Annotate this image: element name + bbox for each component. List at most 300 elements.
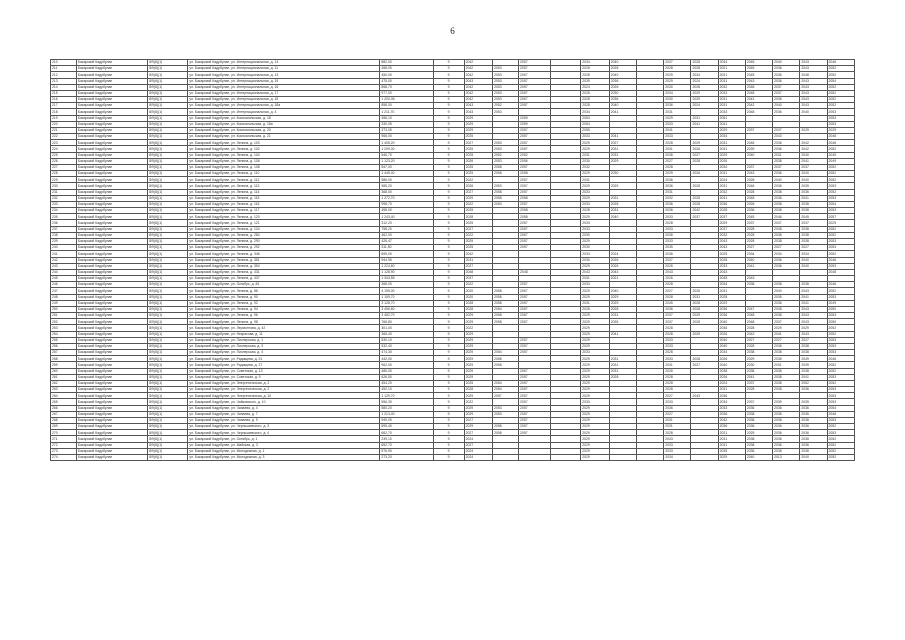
table-cell: 2056 [519,158,551,164]
table-cell: Бакарский Кадрбулан [76,399,147,405]
table-cell: 2058 [519,208,551,214]
table-cell: ул. Бакарский Кадрбулан, ул. Ленина, д. 98 [188,319,380,325]
table-cell: 274 [51,455,77,461]
table-cell: ул. Бакарский Кадрбулан, ул. Ленина, д. 120 [188,214,380,220]
table-cell: 2028 [691,84,718,90]
table-cell: 2029 [464,343,493,349]
table-cell: 2029 [718,152,745,158]
table-cell: 486,00 [380,368,433,374]
table-cell: 9 [433,455,464,461]
table-cell: 2043 [581,269,610,275]
table-cell: 2033 [718,263,745,269]
table-cell: 2042 [745,103,772,109]
table-cell: 2038 [773,238,800,244]
table-cell: 2043 [800,66,827,72]
table-cell: 8/9(6)(1) [148,294,188,300]
table-cell: 2053 [827,313,854,319]
table-cell: 2028 [691,66,718,72]
table-cell: Бакарский Кадрбулан [76,140,147,146]
table-cell: Бакарский Кадрбулан [76,127,147,133]
table-cell: 311,50 [380,245,433,251]
table-cell: 2053 [493,66,519,72]
table-cell: 2029 [581,146,610,152]
table-cell: ул. Бакарский Кадрбулан, ул. Ленина, д. 115 [188,195,380,201]
table-cell: 221 [51,127,77,133]
table-cell: 2049 [827,152,854,158]
table-cell: 2040 [718,337,745,343]
table-cell: 2053 [827,374,854,380]
table-cell: 2057 [519,424,551,430]
table-cell: 2024 [464,455,493,461]
table-cell: 2025 [464,134,493,140]
table-cell: 2038 [745,411,772,417]
table-cell: 2029 [609,300,636,306]
table-cell: 2029 [745,356,772,362]
table-cell: 2057 [519,97,551,103]
table-cell: 2027 [664,288,691,294]
table-cell: 2038 [773,282,800,288]
table-cell: 2028 [718,208,745,214]
table-cell: 330,05 [380,121,433,127]
table-cell: 2052 [493,103,519,109]
table-cell: 2057 [519,245,551,251]
table-cell: 2031 [609,356,636,362]
table-cell: 2041 [800,300,827,306]
table-cell: 9 [433,214,464,220]
table-cell: 2033 [581,201,610,207]
table-cell: 474,30 [380,350,433,356]
table-cell: 2031 [718,171,745,177]
table-cell: 2026 [691,288,718,294]
table-cell: 2046 [745,183,772,189]
table-cell: 3 452,70 [380,313,433,319]
table-cell: 2034 [664,455,691,461]
table-cell: 2029 [581,442,610,448]
table-cell: 2053 [827,337,854,343]
table-cell: 2035 [773,356,800,362]
table-cell [551,455,581,461]
table-cell: 9 [433,238,464,244]
table-cell: 2052 [827,177,854,183]
table-cell: ул. Бакарский Кадрбулан, ул. Ленина, д. 437 [188,276,380,282]
table-cell: 9 [433,350,464,356]
table-cell: 2042 [800,146,827,152]
table-cell: 2038 [800,368,827,374]
table-cell: 2029 [718,300,745,306]
table-cell: 241 [51,251,77,257]
table-cell: Бакарский Кадрбулан [76,238,147,244]
table-cell: 2043 [800,84,827,90]
table-cell: 2036 [773,72,800,78]
table-cell: 8/9(6)(1) [148,399,188,405]
table-cell: 9 [433,257,464,263]
table-cell: 2046 [827,411,854,417]
table-cell: 2033 [581,251,610,257]
table-cell: 214 [51,84,77,90]
table-cell: 2032 [664,195,691,201]
table-cell: 8/9(6)(1) [148,387,188,393]
table-cell: 2052 [519,152,551,158]
table-cell: 259 [51,362,77,368]
table-cell: 2028 [664,325,691,331]
table-cell: 1 109,70 [380,294,433,300]
table-cell: 269 [51,424,77,430]
table-cell: 2021 [609,276,636,282]
table-cell: 2038 [773,158,800,164]
table-cell: 2027 [464,442,493,448]
table-cell: 2053 [493,411,519,417]
table-cell: 2022 [464,282,493,288]
table-cell: 2043 [464,103,493,109]
table-cell: 2053 [493,158,519,164]
table-cell: 2033 [664,448,691,454]
table-cell: 2025 [464,380,493,386]
table-cell: 2029 [609,183,636,189]
table-cell: 2053 [493,97,519,103]
table-cell: 2036 [664,251,691,257]
table-cell: 9 [433,313,464,319]
table-cell: 8/9(6)(1) [148,78,188,84]
table-cell: 1 405,20 [380,140,433,146]
table-cell: 2039 [800,362,827,368]
table-cell: Бакарский Кадрбулан [76,417,147,423]
table-cell: Бакарский Кадрбулан [76,72,147,78]
table-cell: 2024 [464,436,493,442]
table-cell: 2028 [464,300,493,306]
table-cell: 9 [433,134,464,140]
table-cell: Бакарский Кадрбулан [76,97,147,103]
table-cell: 258 [51,356,77,362]
table-cell [637,455,664,461]
table-cell: 2057 [519,306,551,312]
table-cell: 2029 [581,343,610,349]
table-cell: 2029 [581,411,610,417]
table-cell: Бакарский Кадрбулан [76,115,147,121]
register-table-body [51,60,855,461]
table-cell: 2047 [745,306,772,312]
table-cell: 2052 [827,84,854,90]
table-cell: 2052 [827,90,854,96]
table-cell: 766,80 [380,319,433,325]
table-cell: 8/9(6)(1) [148,60,188,66]
table-cell: 2026 [664,276,691,282]
table-cell: 8/9(6)(1) [148,158,188,164]
table-cell: 2042 [464,97,493,103]
table-cell: 2042 [464,66,493,72]
table-cell: 2030 [581,158,610,164]
table-cell: 426,47 [380,238,433,244]
table-cell: 9 [433,146,464,152]
table-cell: 2046 [827,257,854,263]
table-cell: 2029 [464,393,493,399]
table-cell: 2048 [745,109,772,115]
table-cell: 2027 [464,417,493,423]
table-cell: 3 128,70 [380,300,433,306]
table-cell: 2046 [827,60,854,66]
table-cell: 458,00 [380,208,433,214]
table-cell: 242 [51,257,77,263]
table-cell: 2029 [609,294,636,300]
table-cell: 2029 [664,72,691,78]
table-cell: 8/9(6)(1) [148,90,188,96]
table-cell: 2028 [664,282,691,288]
table-cell: 2027 [464,189,493,195]
table-cell: 2029 [581,337,610,343]
table-cell: 2029 [581,183,610,189]
table-cell: 2028 [581,97,610,103]
table-cell: Бакарский Кадрбулан [76,436,147,442]
table-cell: 2029 [581,417,610,423]
table-cell: ул. Бакарский Кадрбулан, ул. Октябрь, д. 84 [188,282,380,288]
table-cell: 9 [433,337,464,343]
table-cell: 8/9(6)(1) [148,115,188,121]
table-cell: 2036 [664,306,691,312]
table-cell: 2057 [519,238,551,244]
table-cell: 239 [51,238,77,244]
table-cell: 2058 [493,288,519,294]
table-cell: 2033 [718,405,745,411]
table-cell: 2037 [664,257,691,263]
table-cell: 2043 [664,436,691,442]
table-cell: 2054 [827,78,854,84]
table-cell: ул. Бакарский Кадрбулан, ул. Чапаева, д. 4 [188,405,380,411]
table-cell: 2037 [773,164,800,170]
table-cell: ул. Бакарский Кадрбулан, ул. Ленина, д. 124 [188,226,380,232]
table-cell: 2033 [664,337,691,343]
table-cell: 2029 [464,405,493,411]
table-cell: 2036 [609,78,636,84]
table-cell: 2038 [800,208,827,214]
table-cell: 2022 [464,399,493,405]
table-cell: 254 [51,331,77,337]
table-cell: 2040 [609,103,636,109]
table-cell: 454,20 [380,380,433,386]
table-cell: 2029 [581,405,610,411]
table-cell: 2041 [745,374,772,380]
table-cell: 2026 [691,146,718,152]
table-cell: 2057 [519,134,551,140]
table-cell: 2041 [718,195,745,201]
table-cell: 2028 [745,325,772,331]
table-cell: 2052 [827,325,854,331]
table-cell: 2037 [745,399,772,405]
table-cell: 2053 [493,78,519,84]
table-cell: 9 [433,269,464,275]
table-cell: 2041 [773,331,800,337]
table-cell: 9 [433,356,464,362]
table-cell: 2028 [609,201,636,207]
table-cell: 2038 [800,350,827,356]
table-cell: 2033 [664,214,691,220]
table-cell: 2035 [718,448,745,454]
table-cell: 2033 [664,343,691,349]
table-cell: 9 [433,276,464,282]
table-cell: 2058 [519,195,551,201]
table-cell: 2034 [581,60,610,66]
table-cell: 9 [433,306,464,312]
table-cell: 2038 [773,417,800,423]
table-cell: 2028 [691,319,718,325]
table-cell: 9 [433,380,464,386]
table-cell: 2036 [745,405,772,411]
table-cell: 547,00 [380,164,433,170]
table-cell: 2057 [519,146,551,152]
table-cell: 2036 [664,183,691,189]
table-cell: Бакарский Кадрбулан [76,78,147,84]
table-cell: 2036 [800,411,827,417]
table-cell: Бакарский Кадрбулан [76,109,147,115]
table-cell: 373,05 [380,127,433,133]
table-cell: 246 [51,282,77,288]
table-cell: 1 343,55 [380,276,433,282]
table-cell: 2038 [773,306,800,312]
table-cell: 9 [433,325,464,331]
table-cell: 2057 [493,393,519,399]
table-cell: 2037 [800,220,827,226]
table-cell: 2057 [519,350,551,356]
table-cell: 2048 [745,195,772,201]
table-cell: 2036 [609,97,636,103]
table-cell: Бакарский Кадрбулан [76,232,147,238]
table-cell: 2046 [827,282,854,288]
table-cell: 8/9(6)(1) [148,103,188,109]
table-cell: 8/9(6)(1) [148,140,188,146]
table-cell: 231 [51,189,77,195]
table-cell: ул. Бакарский Кадрбулан, ул. Интернациональная, д. 18а [188,103,380,109]
table-cell: 9 [433,152,464,158]
table-cell: 2028 [691,183,718,189]
table-cell: 2030 [745,362,772,368]
table-cell: 2038 [773,368,800,374]
table-cell: 2052 [827,72,854,78]
table-cell: 230 [51,183,77,189]
table-cell: 2032 [718,232,745,238]
table-cell: 2031 [718,442,745,448]
table-cell: 2024 [464,448,493,454]
table-cell: 9 [433,294,464,300]
table-cell: 2040 [609,214,636,220]
table-cell: 1 209,00 [380,146,433,152]
table-cell: 2033 [664,226,691,232]
table-cell: ул. Бакарский Кадрбулан, ул. Энергетическая, д. 2 [188,387,380,393]
table-cell: 2053 [827,238,854,244]
table-cell: 2050 [827,306,854,312]
table-cell: 2035 [773,294,800,300]
table-cell: 8/9(6)(1) [148,300,188,306]
table-cell: 8/9(6)(1) [148,257,188,263]
table-cell [609,455,636,461]
table-cell: 2029 [581,368,610,374]
table-cell: 2036 [745,424,772,430]
table-cell: 2046 [827,356,854,362]
table-cell: 2045 [664,300,691,306]
table-cell: 2041 [800,294,827,300]
table-cell: 2028 [609,66,636,72]
table-cell: 2053 [581,115,610,121]
table-cell: 4 195,00 [380,288,433,294]
table-cell: 2042 [691,208,718,214]
table-cell: 2031 [664,417,691,423]
table-cell: 8/9(6)(1) [148,97,188,103]
table-cell: ул. Бакарский Кадрбулан, ул. Чапаева, д. 9 [188,417,380,423]
table-cell: 2053 [827,115,854,121]
table-cell: 261 [51,374,77,380]
table-cell: 2025 [464,238,493,244]
table-cell: 2043 [664,269,691,275]
table-cell: 2037 [464,276,493,282]
table-cell: 2034 [718,60,745,66]
table-cell: Бакарский Кадрбулан [76,380,147,386]
table-cell: 2043 [800,288,827,294]
table-cell: 2029 [827,127,854,133]
table-cell: 2054 [493,350,519,356]
table-cell: 2057 [519,72,551,78]
table-cell: 1 224,60 [380,263,433,269]
table-cell: 2052 [827,232,854,238]
table-cell: 2043 [800,90,827,96]
table-cell: 2038 [773,208,800,214]
table-cell: 2041 [609,331,636,337]
table-cell: 2052 [827,226,854,232]
table-cell: 2036 [773,109,800,115]
table-cell: 257 [51,350,77,356]
table-cell: 2036 [773,411,800,417]
table-cell: 2033 [581,189,610,195]
table-cell: Бакарский Кадрбулан [76,405,147,411]
table-cell: 2057 [519,220,551,226]
table-cell: 253 [51,325,77,331]
table-cell: 2028 [581,72,610,78]
table-cell: 8/9(6)(1) [148,121,188,127]
table-cell: 2036 [773,430,800,436]
table-cell: 2046 [827,134,854,140]
table-cell: 2028 [691,356,718,362]
table-cell: 2040 [609,288,636,294]
table-cell: ул. Бакарский Кадрбулан, ул. Ленина, д. 113 [188,183,380,189]
table-cell: 2032 [581,164,610,170]
table-cell: 2031 [773,152,800,158]
table-cell: ул. Бакарский Кадрбулан, ул. Молодежная, д. 3 [188,455,380,461]
table-cell: 8/9(6)(1) [148,195,188,201]
table-cell: 2043 [718,269,745,275]
table-cell: 966,00 [380,134,433,140]
table-cell: Бакарский Кадрбулан [76,134,147,140]
table-cell: Бакарский Кадрбулан [76,343,147,349]
table-cell: 2057 [519,66,551,72]
table-cell: 256 [51,343,77,349]
table-cell: 2049 [827,158,854,164]
table-cell: Бакарский Кадрбулан [76,226,147,232]
table-cell: 2057 [519,226,551,232]
table-cell: 2052 [827,331,854,337]
table-cell: 8/9(6)(1) [148,411,188,417]
table-cell: 2025 [464,146,493,152]
table-cell: 9 [433,362,464,368]
table-cell: 2031 [464,257,493,263]
table-cell: 2026 [609,263,636,269]
table-cell: 2033 [664,238,691,244]
table-cell: ул. Бакарский Кадрбулан, ул. Интернациональная, д. 17 [188,90,380,96]
table-cell: 2033 [664,399,691,405]
table-cell: 2036 [745,448,772,454]
table-cell: 2037 [773,84,800,90]
table-cell: 2054 [493,306,519,312]
table-cell: 2030 [581,257,610,263]
table-cell: ул. Бакарский Кадрбулан, ул. Майская, д. 3 [188,442,380,448]
table-cell: 2057 [827,214,854,220]
table-cell: 2054 [493,380,519,386]
table-cell: ул. Бакарский Кадрбулан, ул. Чернышевского, д. 4 [188,430,380,436]
